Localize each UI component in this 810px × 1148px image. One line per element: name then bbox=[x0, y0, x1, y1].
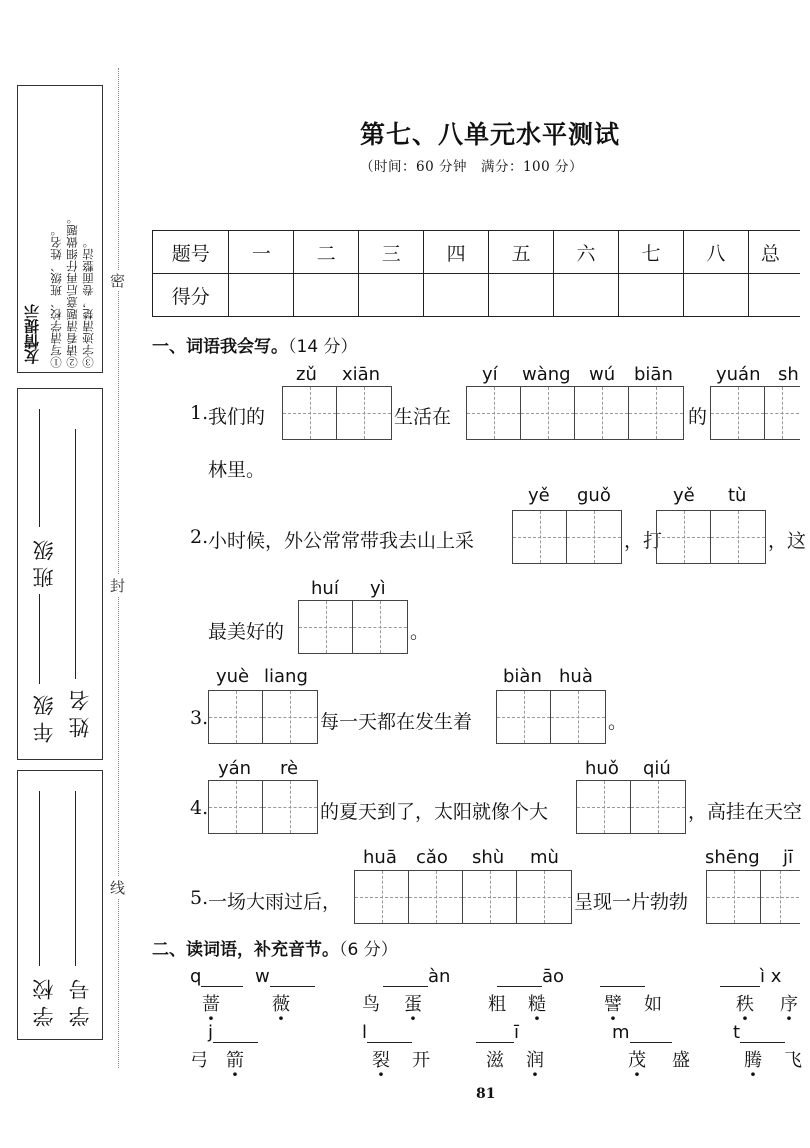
writing-grid[interactable] bbox=[710, 386, 800, 440]
grade-label: 年级 bbox=[32, 689, 56, 743]
score-header-label: 题号 bbox=[153, 231, 229, 274]
q5-text: 一场大雨过后， bbox=[208, 891, 342, 913]
score-cell[interactable] bbox=[424, 274, 489, 317]
pinyin-blank[interactable]: āo bbox=[497, 966, 564, 987]
page-number: 81 bbox=[476, 1086, 496, 1102]
writing-grid[interactable] bbox=[512, 510, 622, 564]
score-header-8: 八 bbox=[683, 231, 748, 274]
pinyin: yì bbox=[370, 578, 386, 599]
pinyin: guǒ bbox=[577, 485, 611, 506]
score-header-4: 四 bbox=[424, 231, 489, 274]
school-field-line[interactable] bbox=[39, 791, 40, 966]
writing-grid[interactable] bbox=[208, 690, 318, 744]
word: 序 bbox=[780, 994, 806, 1015]
score-table-score-row bbox=[153, 274, 801, 317]
q1-number: 1. bbox=[190, 402, 209, 424]
word: 腾 bbox=[744, 1050, 770, 1071]
pinyin: qiú bbox=[643, 758, 671, 779]
pinyin: yán bbox=[218, 758, 252, 779]
score-header-3: 三 bbox=[359, 231, 424, 274]
q2-text: ，这 bbox=[768, 530, 807, 552]
word: 如 bbox=[644, 994, 670, 1015]
pinyin: huà bbox=[559, 666, 593, 687]
q1-text: 的 bbox=[688, 406, 708, 428]
pinyin-blank[interactable]: l bbox=[362, 1022, 412, 1043]
q3-text: 每一天都在发生着 bbox=[320, 711, 473, 733]
pinyin: liang bbox=[264, 666, 308, 687]
number-field-line[interactable] bbox=[75, 791, 76, 966]
word: 裂 bbox=[372, 1050, 398, 1071]
score-table-header-row bbox=[153, 231, 801, 274]
section-2-heading: 二、读词语，补充音节。（6 分） bbox=[152, 940, 398, 960]
score-cell[interactable] bbox=[554, 274, 619, 317]
seal-char-xian: 线 bbox=[110, 879, 126, 897]
score-header-1: 一 bbox=[229, 231, 294, 274]
name-label: 姓名 bbox=[68, 684, 92, 738]
class-info-panel bbox=[17, 388, 103, 760]
pinyin-blank[interactable]: t bbox=[733, 1022, 785, 1043]
q1-text: 林里。 bbox=[208, 459, 266, 481]
pinyin: xiān bbox=[342, 364, 381, 385]
score-header-total: 总 bbox=[748, 231, 800, 274]
pinyin: yě bbox=[673, 485, 695, 506]
score-cell[interactable] bbox=[359, 274, 424, 317]
writing-grid[interactable] bbox=[282, 386, 392, 440]
writing-grid[interactable] bbox=[466, 386, 684, 440]
q2-text: ，打 bbox=[624, 530, 663, 552]
pinyin-blank[interactable]: j bbox=[208, 1022, 258, 1043]
word: 鸟 bbox=[362, 994, 388, 1015]
class-label: 班级 bbox=[32, 534, 56, 588]
writing-grid[interactable] bbox=[656, 510, 766, 564]
section-1-heading: 一、词语我会写。（14 分） bbox=[152, 337, 358, 357]
writing-grid[interactable] bbox=[208, 780, 318, 834]
word: 蔷 bbox=[202, 994, 228, 1015]
class-field-line[interactable] bbox=[39, 409, 40, 527]
tips-panel bbox=[17, 85, 103, 373]
school-info-panel bbox=[17, 770, 103, 1040]
name-field-line[interactable] bbox=[75, 429, 76, 679]
seal-char-mi: 密 bbox=[110, 272, 126, 290]
word: 滋 bbox=[486, 1050, 512, 1071]
word: 润 bbox=[526, 1050, 552, 1071]
pinyin-blank[interactable]: w bbox=[255, 966, 315, 987]
q5-text: 呈现一片勃勃 bbox=[574, 891, 689, 913]
pinyin: jī bbox=[783, 847, 794, 868]
q3-text: 。 bbox=[608, 711, 628, 733]
pinyin-blank[interactable]: ì x bbox=[720, 966, 781, 987]
score-header-7: 七 bbox=[619, 231, 684, 274]
tips-heading: 友情提示 bbox=[23, 304, 41, 364]
word: 箭 bbox=[226, 1050, 252, 1071]
score-header-6: 六 bbox=[554, 231, 619, 274]
pinyin: zǔ bbox=[296, 364, 317, 385]
q1-text: 生活在 bbox=[394, 406, 452, 428]
pinyin: wú bbox=[589, 364, 616, 385]
score-cell[interactable] bbox=[748, 274, 800, 317]
q4-text: ，高挂在天空 bbox=[688, 801, 803, 823]
score-cell[interactable] bbox=[229, 274, 294, 317]
tip-2: ②请看清题意后再仔细做题。 bbox=[65, 212, 79, 368]
pinyin: wàng bbox=[522, 364, 571, 385]
score-table bbox=[152, 230, 800, 317]
score-row-label: 得分 bbox=[153, 274, 229, 317]
q2-number: 2. bbox=[190, 526, 209, 548]
word: 开 bbox=[412, 1050, 438, 1071]
seal-char-feng: 封 bbox=[110, 577, 126, 595]
pinyin-blank[interactable]: m bbox=[612, 1022, 672, 1043]
pinyin: yí bbox=[482, 364, 498, 385]
score-cell[interactable] bbox=[683, 274, 748, 317]
word: 茂 bbox=[628, 1050, 654, 1071]
pinyin-blank[interactable]: q bbox=[190, 966, 243, 987]
pinyin: sh bbox=[778, 364, 799, 385]
seal-line bbox=[118, 68, 119, 1068]
writing-grid[interactable] bbox=[496, 690, 606, 744]
word: 譬 bbox=[604, 994, 630, 1015]
score-header-5: 五 bbox=[489, 231, 554, 274]
writing-grid[interactable] bbox=[706, 870, 800, 924]
score-cell[interactable] bbox=[489, 274, 554, 317]
pinyin: biàn bbox=[503, 666, 542, 687]
word: 飞 bbox=[784, 1050, 810, 1071]
q4-number: 4. bbox=[190, 797, 209, 819]
pinyin: huí bbox=[311, 578, 339, 599]
word: 粗 bbox=[488, 994, 514, 1015]
pinyin: huǒ bbox=[585, 758, 619, 779]
number-label: 学号 bbox=[68, 973, 92, 1027]
writing-grid[interactable] bbox=[354, 870, 572, 924]
q2-text: 小时候，外公常常带我去山上采 bbox=[208, 530, 475, 552]
q5-number: 5. bbox=[190, 887, 209, 909]
q2-text: 。 bbox=[410, 621, 430, 643]
pinyin: mù bbox=[530, 847, 559, 868]
q2-text: 最美好的 bbox=[208, 621, 285, 643]
score-cell[interactable] bbox=[619, 274, 684, 317]
q3-number: 3. bbox=[190, 707, 209, 729]
word: 蛋 bbox=[404, 994, 430, 1015]
score-header-2: 二 bbox=[294, 231, 359, 274]
pinyin: biān bbox=[634, 364, 673, 385]
pinyin: shù bbox=[472, 847, 505, 868]
score-cell[interactable] bbox=[294, 274, 359, 317]
pinyin-blank[interactable]: àn bbox=[383, 966, 450, 987]
writing-grid[interactable] bbox=[576, 780, 686, 834]
word: 秩 bbox=[736, 994, 762, 1015]
pinyin: yuán bbox=[716, 364, 761, 385]
word: 薇 bbox=[272, 994, 298, 1015]
writing-grid[interactable] bbox=[298, 600, 408, 654]
tip-1: ①写清学校、班级、姓名。 bbox=[49, 224, 63, 368]
q4-text: 的夏天到了，太阳就像个大 bbox=[320, 801, 549, 823]
pinyin-blank[interactable]: ī bbox=[476, 1022, 519, 1043]
pinyin: cǎo bbox=[416, 847, 448, 868]
pinyin: rè bbox=[280, 758, 299, 779]
pinyin: huā bbox=[363, 847, 397, 868]
page-subtitle: （时间：60 分钟 满分：100 分） bbox=[360, 159, 584, 175]
pinyin: shēng bbox=[705, 847, 760, 868]
school-label: 学校 bbox=[32, 973, 56, 1027]
tip-3: ③字迹清楚，卷面整洁。 bbox=[81, 236, 95, 368]
pinyin: yě bbox=[528, 485, 550, 506]
word: 弓 bbox=[190, 1050, 216, 1071]
word: 盛 bbox=[672, 1050, 698, 1071]
pinyin-blank[interactable] bbox=[600, 966, 645, 987]
q1-text: 我们的 bbox=[208, 406, 266, 428]
word: 糙 bbox=[528, 994, 554, 1015]
pinyin: yuè bbox=[216, 666, 250, 687]
page-title: 第七、八单元水平测试 bbox=[360, 120, 621, 149]
pinyin: tù bbox=[728, 485, 747, 506]
